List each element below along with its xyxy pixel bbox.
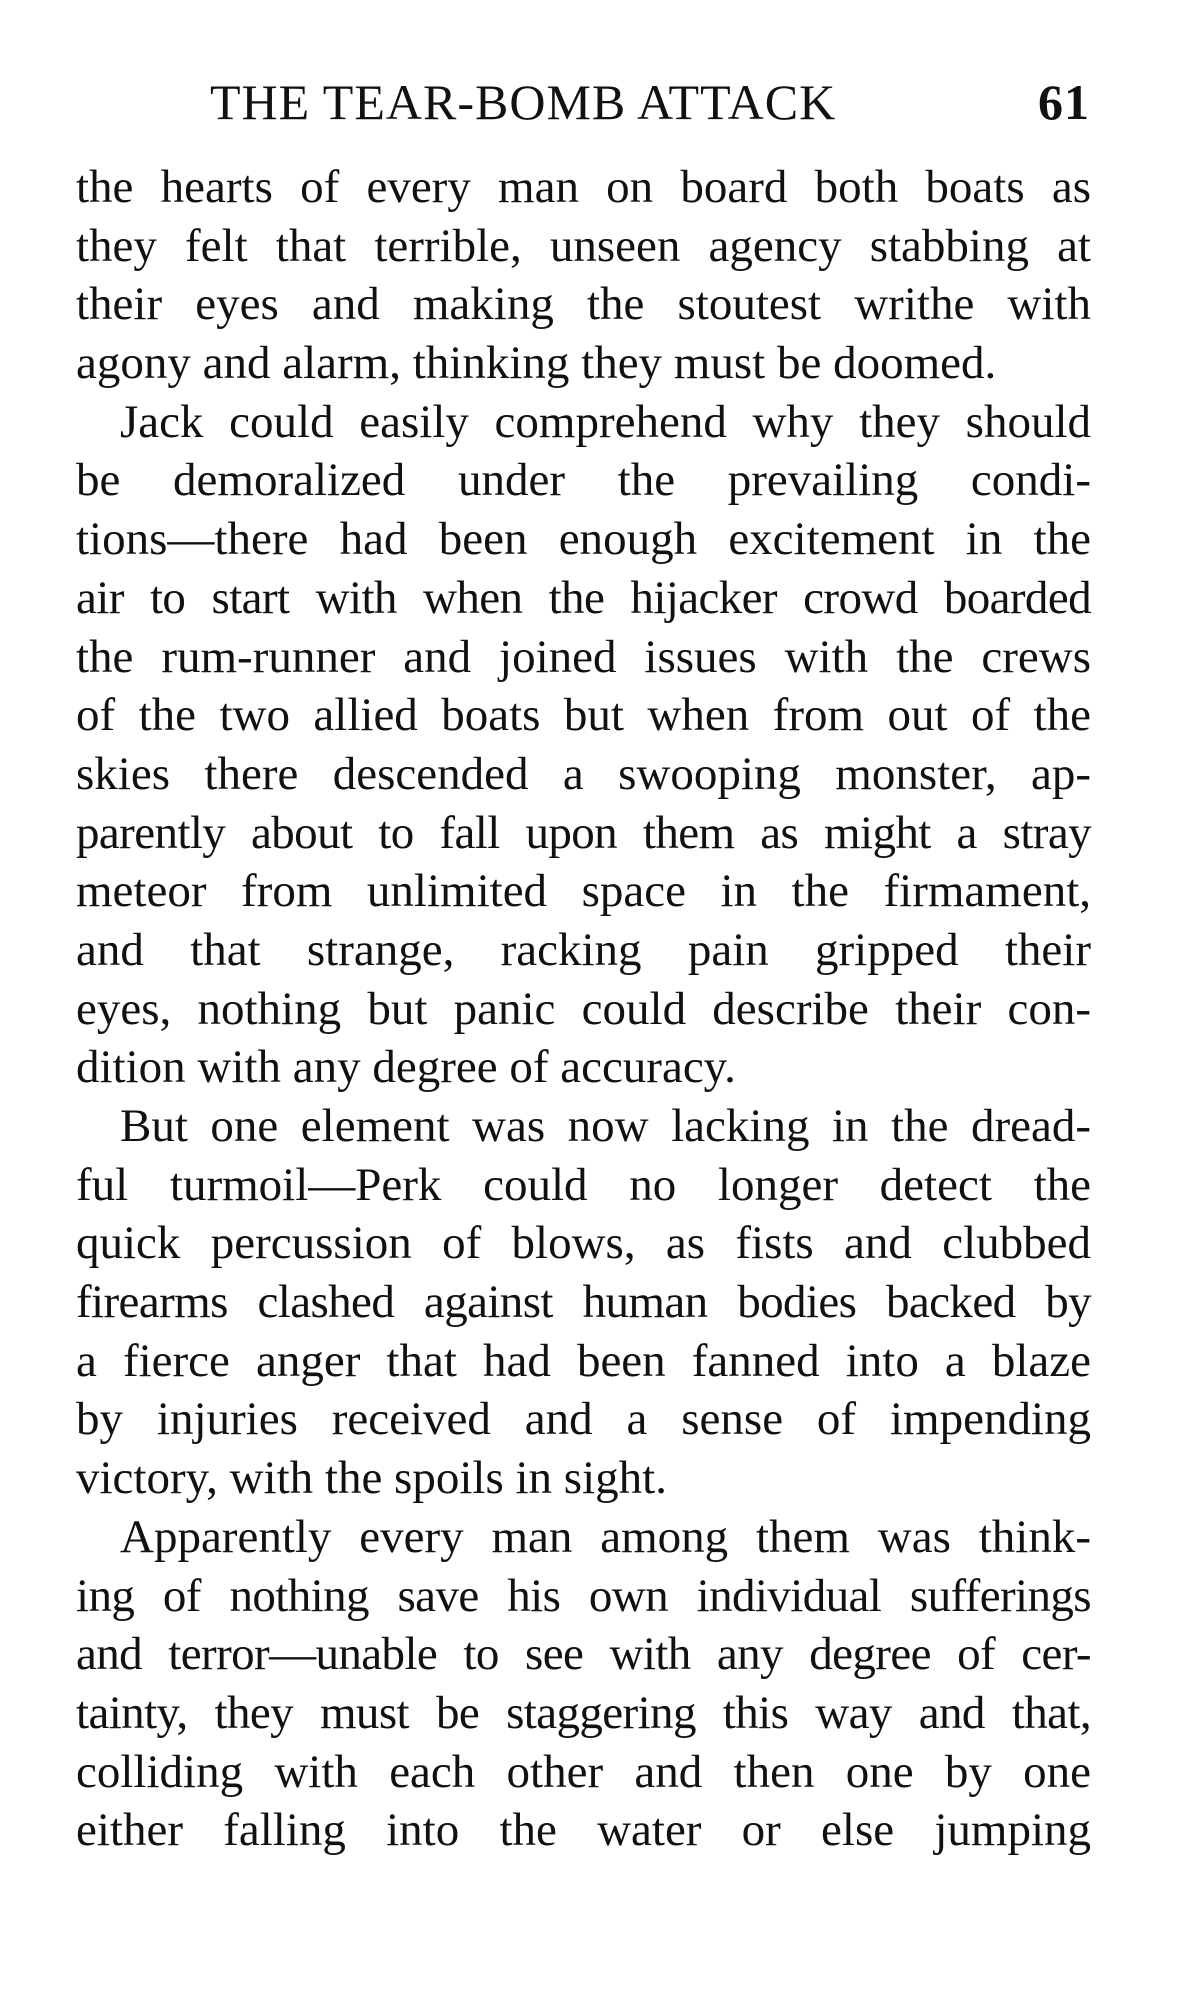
text-line: parently about to fall upon them as might a stray — [76, 806, 1091, 859]
text-line: tainty, they must be staggering this way and that, — [76, 1686, 1091, 1739]
text-line: firearms clashed against human bodies backed by — [76, 1276, 1091, 1329]
text-line: either falling into the water or else jumping — [76, 1804, 1091, 1857]
text-line: be demoralized under the prevailing condi- — [76, 454, 1091, 507]
body-text — [76, 158, 1091, 1860]
text-line: ful turmoil—Perk could no longer detect the — [76, 1158, 1091, 1211]
text-line: Apparently every man among them was think- — [120, 1510, 1091, 1563]
text-line: Jack could easily comprehend why they should — [120, 395, 1091, 448]
page-header — [210, 72, 1110, 132]
text-line: their eyes and making the stoutest writhe with — [76, 278, 1091, 331]
text-line: they felt that terrible, unseen agency stabbing at — [76, 219, 1091, 272]
text-line: the hearts of every man on board both boats as — [76, 161, 1091, 213]
text-line: and that strange, racking pain gripped their — [76, 923, 1091, 976]
text-line: air to start with when the hijacker crowd boarded — [76, 571, 1091, 624]
text-line: agony and alarm, thinking they must be doomed. — [76, 337, 997, 390]
text-line: victory, with the spoils in sight. — [76, 1452, 667, 1505]
text-line: ing of nothing save his own individual sufferings — [76, 1569, 1091, 1622]
text-line: skies there descended a swooping monster, ap- — [76, 747, 1091, 800]
text-line: a fierce anger that had been fanned into a blaze — [76, 1334, 1091, 1387]
text-line: But one element was now lacking in the dread- — [120, 1100, 1091, 1152]
text-line: dition with any degree of accuracy. — [76, 1041, 736, 1094]
text-line: and terror—unable to see with any degree of cer- — [76, 1628, 1091, 1681]
text-line: meteor from unlimited space in the firmament, — [76, 865, 1091, 918]
page-number: 61 — [1038, 74, 1090, 130]
text-line: by injuries received and a sense of impending — [76, 1393, 1091, 1446]
text-line: colliding with each other and then one by one — [76, 1745, 1091, 1798]
running-head: THE TEAR-BOMB ATTACK — [210, 74, 837, 130]
text-line: eyes, nothing but panic could describe their con- — [76, 982, 1091, 1035]
text-line: the rum-runner and joined issues with the crews — [76, 630, 1091, 683]
text-line: tions—there had been enough excitement in the — [76, 513, 1091, 566]
text-line: quick percussion of blows, as fists and clubbed — [76, 1217, 1091, 1270]
text-line: of the two allied boats but when from out of the — [76, 689, 1091, 742]
